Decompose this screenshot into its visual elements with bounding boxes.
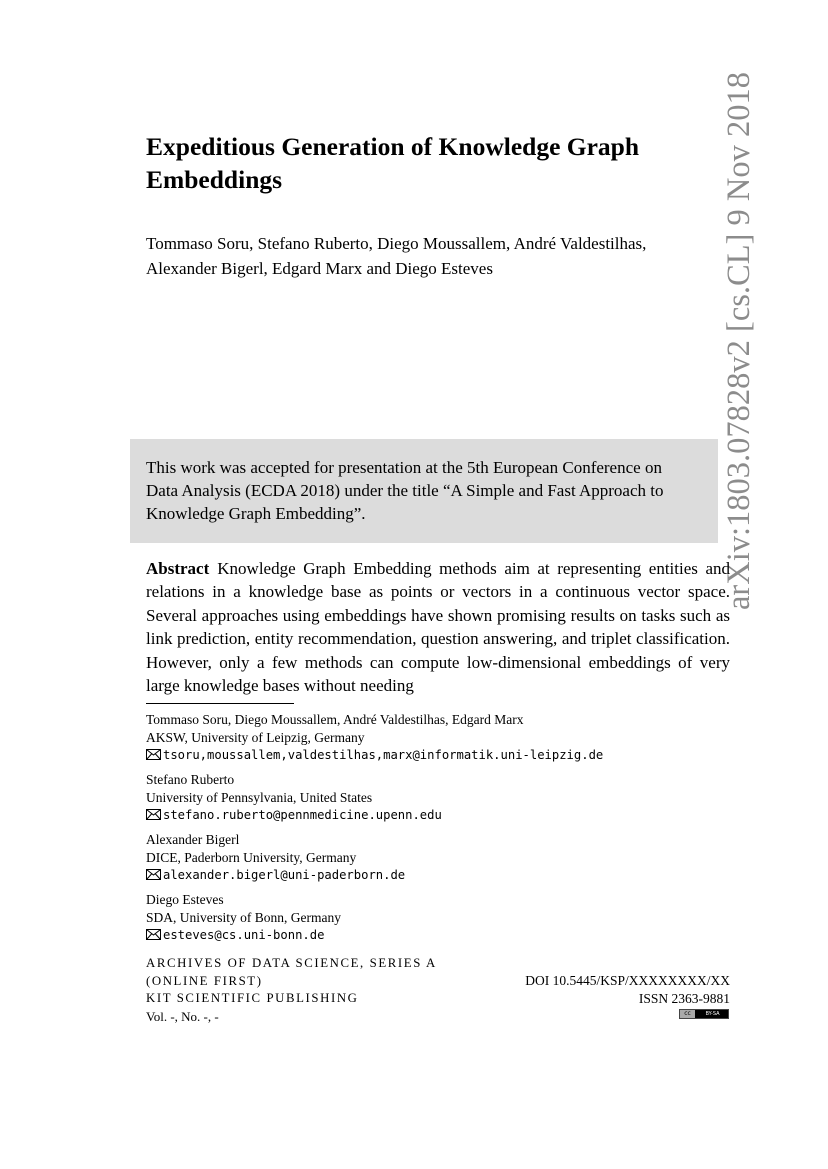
envelope-icon <box>146 869 161 880</box>
affiliation-institution: University of Pennsylvania, United States <box>146 789 373 805</box>
affiliation-names: Alexander Bigerl <box>146 832 240 847</box>
envelope-icon <box>146 809 161 820</box>
issn-text: ISSN 2363-9881 <box>638 990 730 1006</box>
affiliation-institution: AKSW, University of Leipzig, Germany <box>146 729 365 745</box>
author-line-2: Alexander Bigerl, Edgard Marx and Diego Esteves <box>146 259 493 278</box>
affiliation-email[interactable] <box>146 806 746 825</box>
affiliation-email[interactable] <box>146 866 746 885</box>
publisher-name: KIT SCIENTIFIC PUBLISHING <box>146 991 359 1005</box>
email-text: alexander.bigerl@uni-paderborn.de <box>163 868 406 882</box>
license-type: BY-SA <box>705 1011 720 1017</box>
email-text: stefano.ruberto@pennmedicine.upenn.edu <box>163 808 442 822</box>
volume-info: Vol. -, No. -, - <box>146 1008 219 1024</box>
envelope-icon <box>146 749 161 760</box>
cc-license-badge <box>679 1009 729 1019</box>
affiliation-block <box>146 891 746 945</box>
author-list <box>146 231 716 281</box>
affiliation-block <box>146 711 746 765</box>
affiliation-block <box>146 831 746 885</box>
affiliation-names: Diego Esteves <box>146 892 224 907</box>
email-text: esteves@cs.uni-bonn.de <box>163 928 325 942</box>
email-text: tsoru,moussallem,valdestilhas,marx@informatik.uni-leipzig.de <box>163 748 604 762</box>
abstract-body: Knowledge Graph Embedding methods aim at representing entities and relations in a knowledge base as points or vectors in a continuous vector space. Several approaches using embeddings have shown promising results on tasks such as link prediction, entity recommendation, question answering, and triplet classification. However, only a few methods can compute low-dimensional embeddings of very large knowledge bases without needing <box>146 559 730 696</box>
arxiv-stamp-text: arXiv:1803.07828v2 [cs.CL] 9 Nov 2018 <box>721 72 757 610</box>
paper-title: Expeditious Generation of Knowledge Graph Embeddings <box>146 132 640 194</box>
affiliation-institution: SDA, University of Bonn, Germany <box>146 909 341 925</box>
affiliation-block <box>146 771 746 825</box>
doi-block <box>470 972 730 1007</box>
acceptance-notice-text: This work was accepted for presentation at the 5th European Conference on Data Analysis (ECDA 2018) under the title “A Simple and Fast Approach to Knowledge Graph Embedding”. <box>146 458 664 523</box>
journal-info <box>146 955 466 1025</box>
affiliation-email[interactable] <box>146 746 746 765</box>
abstract-heading: Abstract <box>146 559 210 578</box>
journal-name: ARCHIVES OF DATA SCIENCE, SERIES A <box>146 956 437 970</box>
affiliation-names: Tommaso Soru, Diego Moussallem, André Valdestilhas, Edgard Marx <box>146 712 524 727</box>
footnote-rule <box>146 703 294 704</box>
arxiv-identifier-stamp <box>722 20 756 610</box>
doi-text: DOI 10.5445/KSP/XXXXXXXX/XX <box>525 973 730 988</box>
affiliation-names: Stefano Ruberto <box>146 772 235 787</box>
journal-edition: (ONLINE FIRST) <box>146 973 263 988</box>
affiliation-institution: DICE, Paderborn University, Germany <box>146 849 357 865</box>
envelope-icon <box>146 929 161 940</box>
author-line-1: Tommaso Soru, Stefano Ruberto, Diego Moussallem, André Valdestilhas, <box>146 234 647 253</box>
affiliation-email[interactable] <box>146 926 746 945</box>
abstract <box>146 557 730 697</box>
cc-icon: cc <box>680 1010 695 1018</box>
